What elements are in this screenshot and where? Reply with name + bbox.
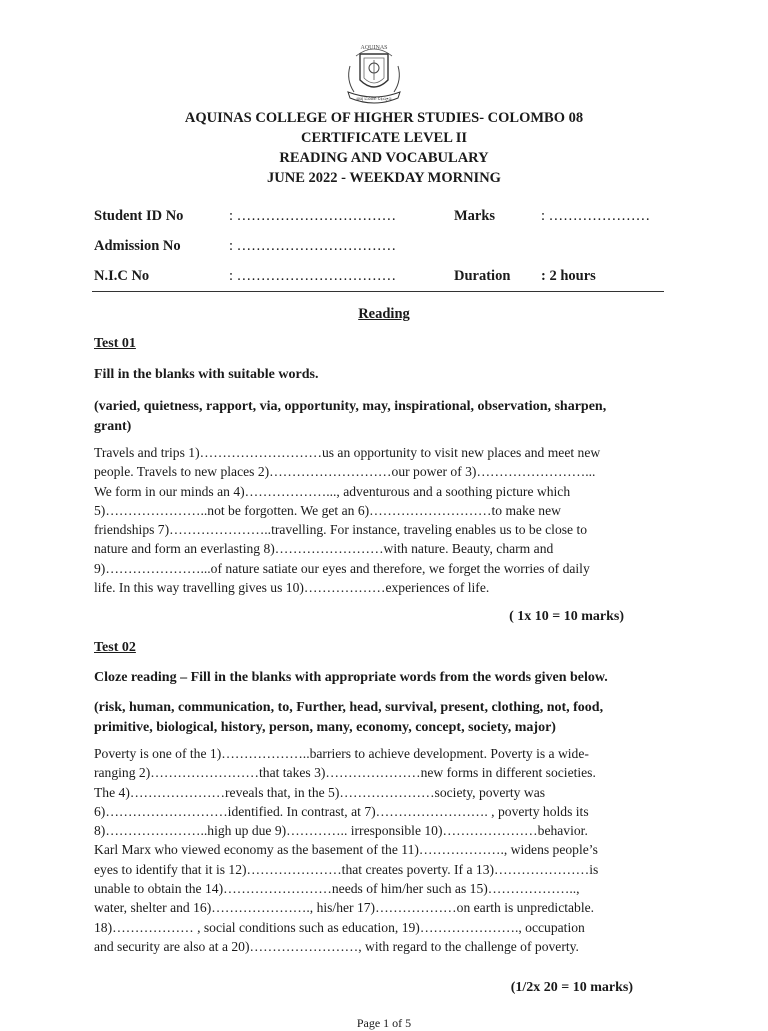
passage-line: Karl Marx who viewed economy as the basement of the 11)………………., widens people’s [94,842,598,858]
test1-instruction: Fill in the blanks with suitable words. [94,367,319,382]
header-divider [92,291,664,292]
passage-line: and security are also at a 20)……………………, with regard to the challenge of poverty. [94,938,579,954]
duration-value: : 2 hours [541,268,596,284]
passage-line: 9)…………………...of nature satiate our eyes and therefore, we forget the worries of daily [94,560,590,576]
college-crest-logo [336,36,412,108]
crest-top-text: AQUINAS [360,45,388,51]
exam-session: JUNE 2022 - WEEKDAY MORNING [267,170,501,186]
passage-line: 6)………………………identified. In contrast, at 7)……………………. , poverty holds its [94,803,589,819]
test1-marks: ( 1x 10 = 10 marks) [509,609,624,624]
test2-title: Test 02 [94,640,136,655]
nic-label: N.I.C No [94,268,150,284]
passage-line: Travels and trips 1)………………………us an opportunity to visit new places and meet new [94,445,601,460]
section-title: Reading [358,306,410,322]
test1-word-bank: (varied, quietness, rapport, via, opportunity, may, inspirational, observation, sharpen, grant) [94,399,607,434]
admission-field[interactable]: : …………………………… [229,238,397,254]
passage-line: friendships 7)…………………..travelling. For instance, traveling enables us to be close to [94,522,588,538]
test2-passage [94,744,642,956]
certificate-level: CERTIFICATE LEVEL II [300,130,468,146]
test1-passage [94,443,642,597]
student-id-field[interactable]: : …………………………… [229,208,397,224]
passage-line: water, shelter and 16)…………………., his/her 17)………………on earth is unpredictable. [94,900,595,916]
test2-marks: (1/2x 20 = 10 marks) [510,980,633,995]
nic-field[interactable]: : …………………………… [229,268,397,284]
page-number: Page 1 of 5 [356,1016,412,1030]
passage-line: people. Travels to new places 2)………………………our power of 3)……………………... [94,464,596,480]
student-id-label: Student ID No [94,208,184,224]
passage-line: The 4)…………………reveals that, in the 5)…………………society, poverty was [94,784,546,800]
duration-label: Duration [454,268,511,284]
passage-line: We form in our minds an 4)………………..., adventurous and a soothing picture which [94,483,571,499]
test1-title: Test 01 [94,336,136,351]
passage-line: nature and form an everlasting 8)……………………with nature. Beauty, charm and [94,541,554,557]
marks-label: Marks [454,208,496,224]
test2-instruction: Cloze reading – Fill in the blanks with appropriate words from the words given below. [94,670,608,685]
test2-word-bank: (risk, human, communication, to, Further, head, survival, present, clothing, not, food, primitive, biological, history, person, many, economy, concept, society, major) [94,700,604,735]
passage-line: life. In this way travelling gives us 10)………………experiences of life. [94,580,490,596]
crest-bottom-text: ප්‍රඥා ව්‍යාප්ති විද්‍යාලය [356,96,392,101]
passage-line: unable to obtain the 14)……………………needs of him/her such as 15)……………….., [94,881,580,897]
passage-line: eyes to identify that it is 12)…………………that creates poverty. If a 13)…………………is [94,861,599,877]
passage-line: Poverty is one of the 1)………………..barriers to achieve development. Poverty is a wide- [94,746,589,761]
passage-line: 5)…………………..not be forgotten. We get an 6)………………………to make new [94,502,561,518]
passage-line: ranging 2)……………………that takes 3)…………………new forms in different societies. [94,765,596,781]
marks-field[interactable]: : ………………… [541,208,651,224]
passage-line: 18)……………… , social conditions such as education, 19)…………………., occupation [94,919,585,935]
college-name: AQUINAS COLLEGE OF HIGHER STUDIES- COLOMBO 08 [184,110,584,126]
passage-line: 8)…………………..high up due 9)………….. irresponsible 10)…………………behavior. [94,823,588,839]
subject-title: READING AND VOCABULARY [279,150,489,166]
admission-label: Admission No [94,238,181,254]
